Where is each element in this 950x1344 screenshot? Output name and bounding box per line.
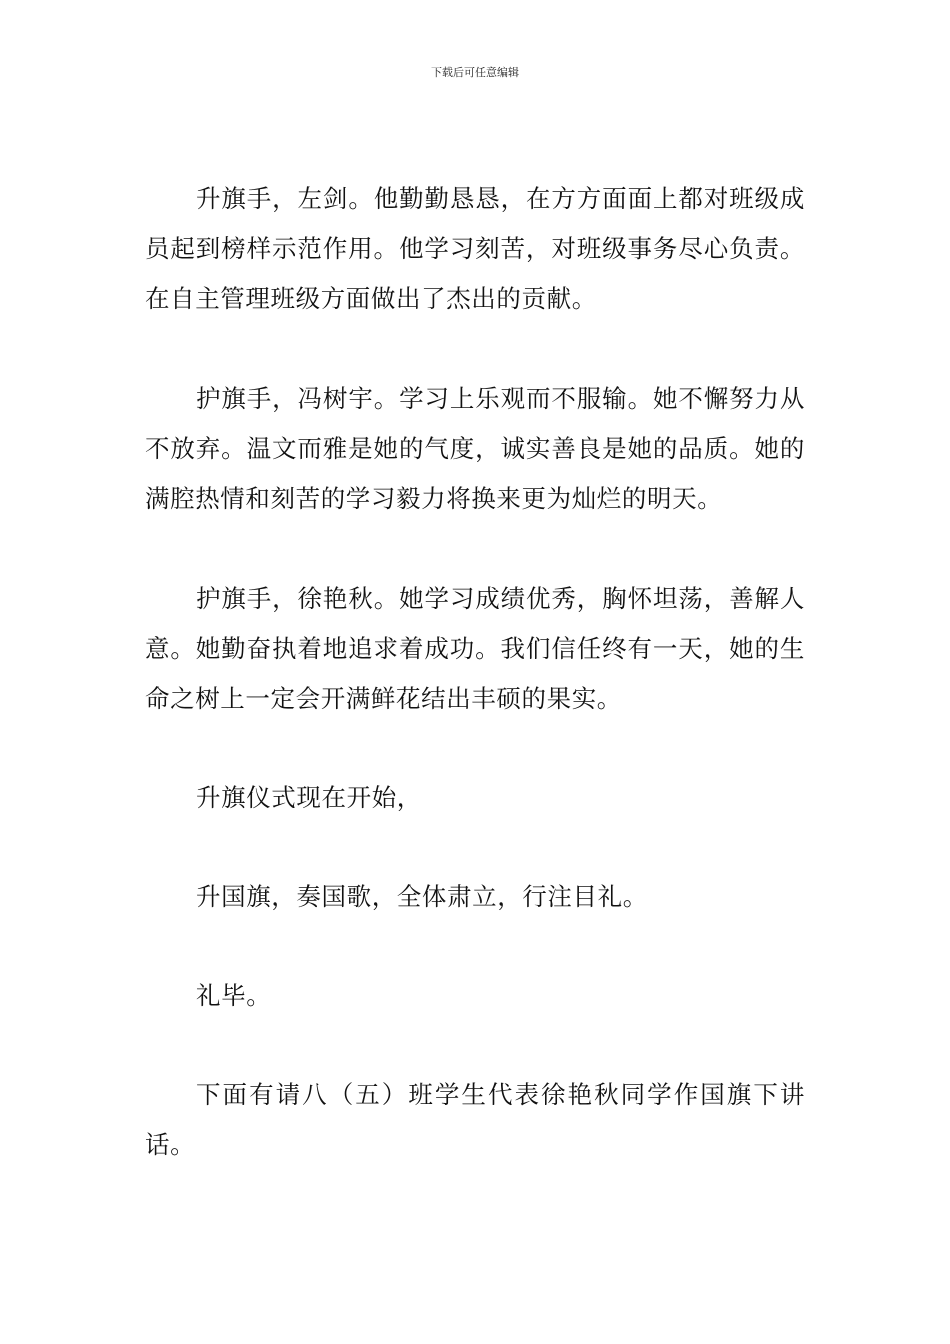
- paragraph-speech-invite: 下面有请八（五）班学生代表徐艳秋同学作国旗下讲话。: [145, 1080, 805, 1159]
- paragraph-ceremony-start: 升旗仪式现在开始，: [196, 783, 422, 812]
- paragraph-flag-guard-2: 护旗手，徐艳秋。她学习成绩优秀，胸怀坦荡，善解人意。她勤奋执着地追求着成功。我们信任终有一天，她的生命之树上一定会开满鲜花结出丰硕的果实。: [145, 584, 805, 713]
- page-header: 下载后可任意编辑: [431, 66, 519, 79]
- paragraph-flag-guard-1: 护旗手，冯树宇。学习上乐观而不服输。她不懈努力从不放弃。温文而雅是她的气度，诚实善良是她的品质。她的满腔热情和刻苦的学习毅力将换来更为灿烂的明天。: [145, 384, 805, 513]
- paragraph-anthem: 升国旗，奏国歌，全体肃立，行注目礼。: [196, 882, 648, 911]
- paragraph-flag-raiser: 升旗手，左剑。他勤勤恳恳，在方方面面上都对班级成员起到榜样示范作用。他学习刻苦，对班级事务尽心负责。在自主管理班级方面做出了杰出的贡献。: [145, 184, 805, 313]
- paragraph-salute-end: 礼毕。: [196, 981, 272, 1010]
